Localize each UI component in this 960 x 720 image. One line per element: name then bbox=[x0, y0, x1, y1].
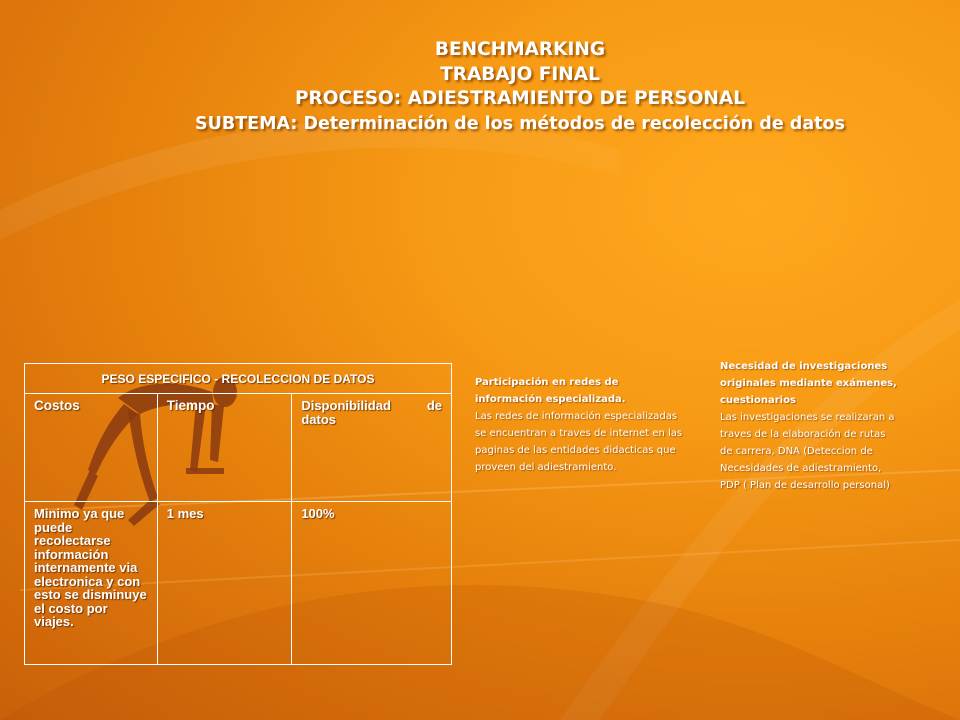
cell-costos-value: Minimo ya que puede recolectarse información internamente via electronica y con esto se disminuye el costo por viajes. bbox=[25, 502, 158, 665]
text-block-redes-heading: Participación en redes de información especializada. bbox=[475, 377, 626, 405]
title-block bbox=[140, 38, 900, 136]
title-subtema: SUBTEMA: Determinación de los métodos de recolección de datos bbox=[195, 113, 845, 134]
cell-tiempo-value: 1 mes bbox=[157, 502, 292, 665]
column-header-costos: Costos bbox=[25, 394, 158, 502]
title-trabajo-final: TRABAJO FINAL bbox=[440, 63, 600, 85]
text-block-investigaciones bbox=[720, 358, 898, 494]
text-block-redes-body: Las redes de información especializadas se encuentran a traves de internet en las paginas de las entidades didacticas que proveen del adiestramiento. bbox=[475, 411, 683, 473]
title-proceso: PROCESO: ADIESTRAMIENTO DE PERSONAL bbox=[294, 88, 746, 109]
cell-disponibilidad-value: 100% bbox=[292, 502, 452, 665]
table-header: PESO ESPECIFICO - RECOLECCION DE DATOS bbox=[25, 364, 452, 394]
column-header-tiempo: Tiempo bbox=[157, 394, 292, 502]
title-benchmarking: BENCHMARKING bbox=[434, 39, 606, 60]
peso-especifico-table bbox=[24, 363, 452, 665]
swoosh-left bbox=[0, 119, 620, 240]
column-header-disponibilidad: Disponibilidad de datos bbox=[292, 394, 452, 502]
text-block-investigaciones-body: Las investigaciones se realizaran a traves de la elaboración de rutas de carrera, DNA (Deteccion de Necesidades de adiestramiento, PDP ( Plan de desarrollo personal) bbox=[720, 412, 895, 491]
text-block-investigaciones-heading: Necesidad de investigaciones originales mediante exámenes, cuestionarios bbox=[720, 361, 897, 406]
text-block-redes bbox=[475, 374, 689, 476]
